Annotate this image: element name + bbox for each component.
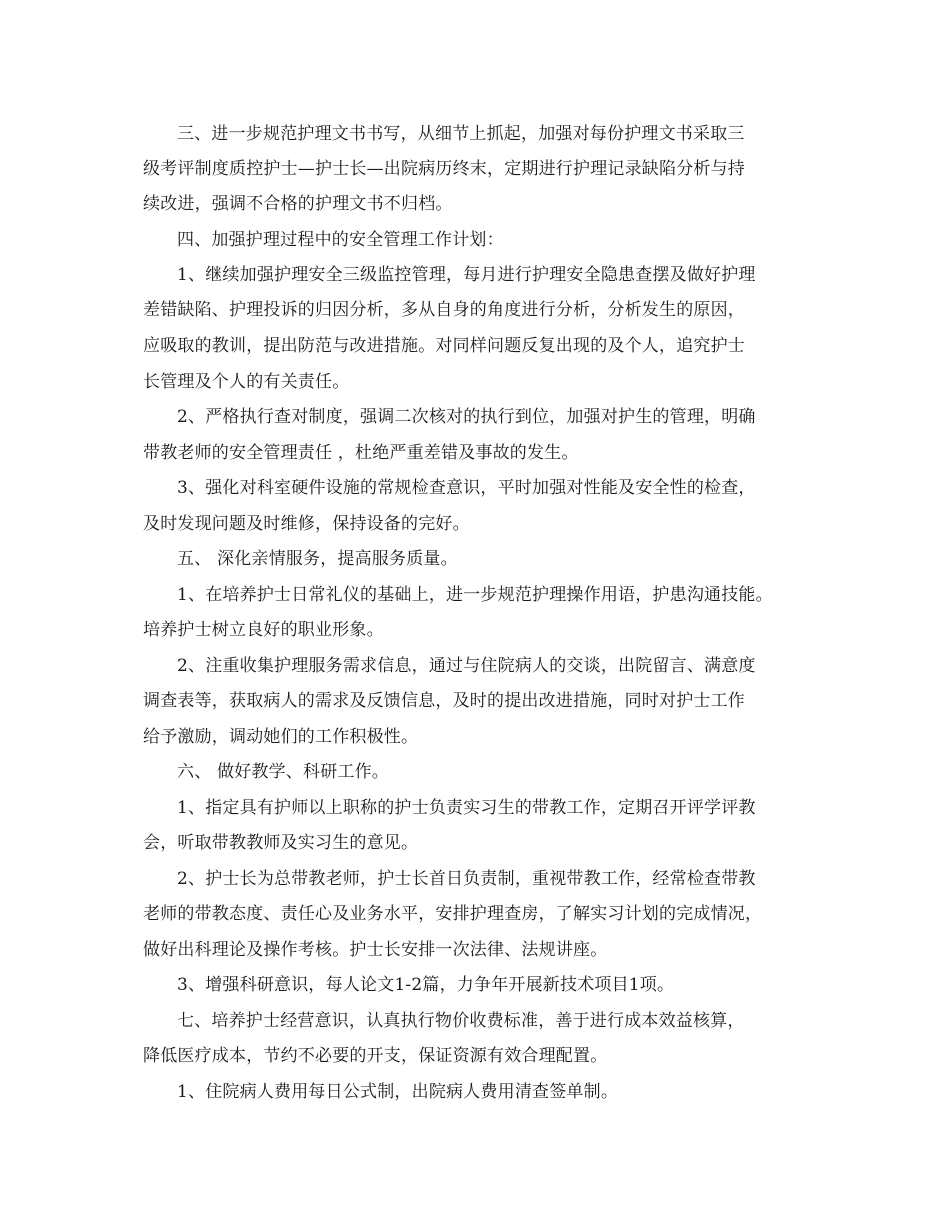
text-line: 2、护士长为总带教老师，护士长首日负责制，重视带教工作，经常检查带教 [177, 869, 756, 889]
text-line: 会，听取带教教师及实习生的意见。 [143, 833, 419, 853]
text-line: 七、培养护士经营意识，认真执行物价收费标准，善于进行成本效益核算， [177, 1011, 745, 1031]
text-line: 调查表等，获取病人的需求及反馈信息，及时的提出改进措施，同时对护士工作 [143, 691, 745, 711]
text-line: 1、住院病人费用每日公式制，出院病人费用清查签单制。 [177, 1082, 619, 1102]
text-line: 长管理及个人的有关责任。 [143, 372, 350, 392]
text-line: 1、继续加强护理安全三级监控管理，每月进行护理安全隐患查摆及做好护理 [177, 265, 756, 285]
text-line: 1、在培养护士日常礼仪的基础上，进一步规范护理操作用语，护患沟通技能。 [177, 585, 773, 605]
text-line: 2、严格执行查对制度，强调二次核对的执行到位，加强对护生的管理，明确 [177, 407, 756, 427]
text-line: 1、指定具有护师以上职称的护士负责实习生的带教工作，定期召开评学评教 [177, 798, 756, 818]
text-line: 2、注重收集护理服务需求信息，通过与住院病人的交谈，出院留言、满意度 [177, 656, 756, 676]
text-line: 及时发现问题及时维修，保持设备的完好。 [143, 514, 470, 534]
text-line: 3、强化对科室硬件设施的常规检查意识，平时加强对性能及安全性的检查， [177, 478, 756, 498]
text-line: 三、进一步规范护理文书书写，从细节上抓起，加强对每份护理文书采取三 [177, 124, 745, 144]
text-line: 四、加强护理过程中的安全管理工作计划： [177, 230, 504, 250]
text-line: 给予激励，调动她们的工作积极性。 [143, 727, 419, 747]
text-line: 3、增强科研意识，每人论文1-2篇，力争年开展新技术项目1项。 [177, 975, 675, 995]
text-line: 老师的带教态度、责任心及业务水平，安排护理查房，了解实习计划的完成情况， [143, 904, 763, 924]
text-line: 降低医疗成本，节约不必要的开支，保证资源有效合理配置。 [143, 1046, 608, 1066]
text-line: 带教老师的安全管理责任 ，杜绝严重差错及事故的发生。 [143, 443, 579, 463]
text-line: 级考评制度质控护士—护士长—出院病历终末，定期进行护理记录缺陷分析与持 [143, 159, 745, 179]
text-line: 应吸取的教训，提出防范与改进措施。对同样问题反复出现的及个人，追究护士 [143, 336, 745, 356]
text-line: 五、 深化亲情服务，提高服务质量。 [177, 549, 458, 569]
text-line: 续改进，强调不合格的护理文书不归档。 [143, 194, 453, 214]
text-line: 差错缺陷、护理投诉的归因分析，多从自身的角度进行分析，分析发生的原因， [143, 300, 745, 320]
text-line: 六、 做好教学、科研工作。 [177, 762, 390, 782]
text-line: 培养护士树立良好的职业形象。 [143, 620, 384, 640]
text-line: 做好出科理论及操作考核。护士长安排一次法律、法规讲座。 [143, 940, 608, 960]
